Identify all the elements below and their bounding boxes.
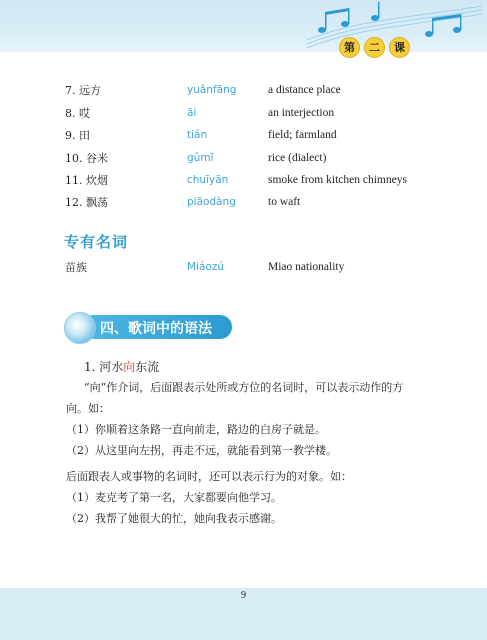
grammar-paragraph: 后面跟表人或事物的名词时，还可以表示行为的对象。如： — [66, 470, 352, 483]
page-number: 9 — [241, 590, 246, 601]
grammar-title-suffix: 东流 — [135, 360, 160, 374]
vocab-pinyin: tián — [187, 129, 208, 141]
vocab-word: 10. 谷米 — [65, 152, 108, 165]
grammar-item-title — [84, 358, 159, 375]
example-sentence: （1）你顺着这条路一直向前走，路边的白房子就是。 — [66, 423, 326, 436]
vocab-pinyin: chuīyān — [187, 174, 229, 186]
vocab-english: rice (dialect) — [268, 152, 327, 164]
vocab-pinyin: yuǎnfāng — [187, 84, 237, 96]
proper-noun-english: Miao nationality — [268, 261, 345, 273]
grammar-paragraph: 向。如： — [66, 402, 110, 415]
vocab-pinyin: gǔmǐ — [187, 152, 214, 164]
example-sentence: （2）从这里向左拐，再走不远，就能看到第一教学楼。 — [66, 444, 337, 457]
lesson-char: 课 — [389, 37, 410, 58]
proper-nouns-heading: 专有名词 — [64, 233, 129, 251]
cd-disc-icon — [64, 312, 96, 344]
vocab-word: 9. 田 — [65, 129, 90, 142]
vocab-word: 7. 远方 — [65, 84, 101, 97]
section-heading-label: 四、歌词中的语法 — [100, 321, 212, 337]
grammar-title-prefix: 1. 河水 — [84, 360, 124, 374]
vocab-word: 11. 炊烟 — [65, 174, 108, 187]
lesson-char: 第 — [339, 37, 360, 58]
vocab-english: to waft — [268, 196, 301, 208]
vocab-pinyin: āi — [187, 107, 197, 119]
lesson-badge — [339, 37, 427, 57]
grammar-paragraph: “向”作介词，后面跟表示处所或方位的名词时，可以表示动作的方 — [84, 381, 404, 394]
vocab-pinyin: piāodàng — [187, 196, 236, 208]
vocab-english: field; farmland — [268, 129, 337, 141]
vocab-english: an interjection — [268, 107, 335, 119]
vocab-english: a distance place — [268, 84, 341, 96]
vocab-word: 8. 哎 — [65, 107, 90, 120]
section-heading — [60, 312, 240, 342]
lesson-char: 二 — [364, 37, 385, 58]
example-sentence: （2）我帮了她很大的忙，她向我表示感谢。 — [66, 512, 282, 525]
grammar-title-highlight: 向 — [123, 360, 136, 374]
example-sentence: （1）麦克考了第一名，大家都要向他学习。 — [66, 491, 282, 504]
vocab-english: smoke from kitchen chimneys — [268, 174, 407, 186]
proper-noun-pinyin: Miáozú — [187, 261, 225, 273]
vocab-word: 12. 飘荡 — [65, 196, 108, 209]
proper-noun-word: 苗族 — [65, 261, 87, 274]
